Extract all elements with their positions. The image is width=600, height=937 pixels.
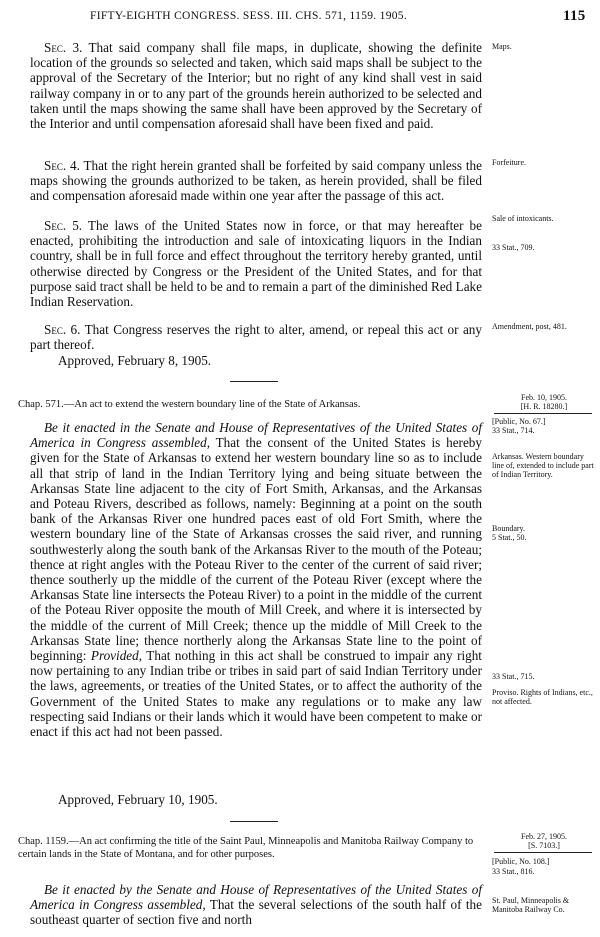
margin-note-statute: 5 Stat., 50. xyxy=(492,533,527,542)
margin-rule xyxy=(494,413,592,414)
page-number: 115 xyxy=(563,8,586,24)
approved-line: Approved, February 8, 1905. xyxy=(58,353,212,368)
margin-rule xyxy=(494,852,592,853)
section-3-paragraph xyxy=(30,40,482,131)
section-text: That Congress reserves the right to alter, amend, or repeal this act or any part thereof. xyxy=(30,322,482,353)
chapter-571-body xyxy=(30,420,482,739)
act-text: That the consent of the United States is hereby given for the State of Arkansas to extend her western boundary line so as to include all that strip of land in the Indian Territory lying and being situate between the Arkansas State line adjacent to the city of Fort Smith, Arkansas, and the Arkansas and Poteau Rivers, described as follows, namely: Beginning at a point on the south bank of the Arkansas River one hundred paces east of old Fort Smith, where the western boundary line of the State of Arkansas crosses the said river, and running southwesterly along the south bank of the Arkansas River to the mouth of the Poteau; thence at right angles with the Poteau River to the center of the current of said river; thence southerly up the middle of the current of the Poteau River (except where the Arkansas State line intersects the Poteau River) to a point in the middle of the current of the Poteau River opposite the mouth of Mill Creek, and where it is intersected by the middle of the current of Mill Creek; thence up the middle of Mill Creek to the Arkansas State line; thence northerly along the Arkansas State line to the point of beginning: xyxy=(30,435,482,664)
enacting-clause: Be it enacted in the Senate and House of Representatives of the United States of America in Congress assembled, xyxy=(30,420,482,451)
margin-note-statute: 33 Stat., 816. xyxy=(492,867,535,876)
margin-note-public-law: [Public, No. 67.] xyxy=(492,417,546,426)
section-text: The laws of the United States now in force, or that may hereafter be enacted, prohibiting the introduction and sale of intoxicating liquors in the Indian country, shall be in full force and effect throughout the territory hereby granted, until otherwise directed by Congress or the President of the United States, and for that purpose said tract shall be held to be and to remain a part of the diminished Red Lake Indian Reservation. xyxy=(30,218,482,310)
running-header xyxy=(0,8,600,26)
margin-note-statute: 33 Stat., 714. xyxy=(492,426,535,435)
divider-rule xyxy=(230,381,278,382)
margin-note-amendment: Amendment, post, 481. xyxy=(492,322,567,331)
act-text: That the several selections of the south half of the southeast quarter of section five and north xyxy=(30,897,482,928)
margin-note-proviso: Proviso. Rights of Indians, etc., not affected. xyxy=(492,688,593,706)
margin-note-maps: Maps. xyxy=(492,42,512,51)
section-label: Sec. 5. xyxy=(44,218,83,233)
act-text: That nothing in this act shall be construed to impair any right now pertaining to any Indian tribe or tribes in said part of said Indian Territory under the laws, agreements, or treaties of the United States, or to affect the authority of the Government of the United States to make any regulations or to make any law respecting said Indians or their lands which it would have been competent to make or enact if this act had not been passed. xyxy=(30,648,482,740)
margin-note-arkansas: Arkansas. Western boundary line of, extended to include part of Indian Territory. xyxy=(492,452,594,479)
margin-note-boundary: Boundary. xyxy=(492,524,526,533)
section-6-paragraph xyxy=(30,322,482,352)
chapter-1159-caption: Chap. 1159.—An act confirming the title of the Saint Paul, Minneapolis and Manitoba Railway Company to certain lands in the State of Montana, and for other purposes. xyxy=(18,836,474,860)
section-text: That the right herein granted shall be forfeited by said company unless the maps showing the grounds authorized to be taken, as herein provided, shall be filed and compensation aforesaid made within one year after the passage of this act. xyxy=(30,158,482,204)
margin-note-railway: St. Paul, Minneapolis & Manitoba Railway Co. xyxy=(492,896,570,914)
margin-note-forfeiture: Forfeiture. xyxy=(492,158,526,167)
margin-note-date: Feb. 27, 1905. xyxy=(521,832,567,841)
margin-note-public-law: [Public, No. 108.] xyxy=(492,857,550,866)
margin-note-intoxicants: Sale of intoxicants. xyxy=(492,214,554,223)
divider-rule xyxy=(230,821,278,822)
running-title: FIFTY-EIGHTH CONGRESS. SESS. III. CHS. 571, 1159. 1905. xyxy=(90,10,408,22)
approved-line: Approved, February 10, 1905. xyxy=(58,792,218,807)
margin-note-statute: 33 Stat., 715. xyxy=(492,672,535,681)
section-label: Sec. 4. xyxy=(44,158,80,173)
chapter-571-caption: Chap. 571.—An act to extend the western boundary line of the State of Arkansas. xyxy=(18,399,361,410)
section-label: Sec. 6. xyxy=(44,322,81,337)
section-5-paragraph xyxy=(30,218,482,309)
section-label: Sec. 3. xyxy=(44,40,83,55)
proviso-word: Provided, xyxy=(90,648,143,664)
section-text: That said company shall file maps, in duplicate, showing the definite location of the grounds so selected and taken, which said maps shall be subject to the approval of the Secretary of the Interior; but no right of any kind shall vest in said railway company in or to any part of the grounds herein authorized to be selected and taken until the maps showing the same shall have been approved by the Secretary of the Interior and until compensation aforesaid shall have been fixed and paid. xyxy=(30,40,483,132)
margin-note-date: Feb. 10, 1905. xyxy=(521,393,567,402)
margin-note-statute: 33 Stat., 709. xyxy=(492,243,535,252)
section-4-paragraph xyxy=(30,158,482,204)
chapter-1159-body xyxy=(30,882,482,928)
margin-note-bill: [S. 7103.] xyxy=(528,841,560,850)
enacting-clause: Be it enacted by the Senate and House of Representatives of the United States of America in Congress assembled, xyxy=(30,882,482,913)
margin-note-bill: [H. R. 18280.] xyxy=(520,402,568,411)
